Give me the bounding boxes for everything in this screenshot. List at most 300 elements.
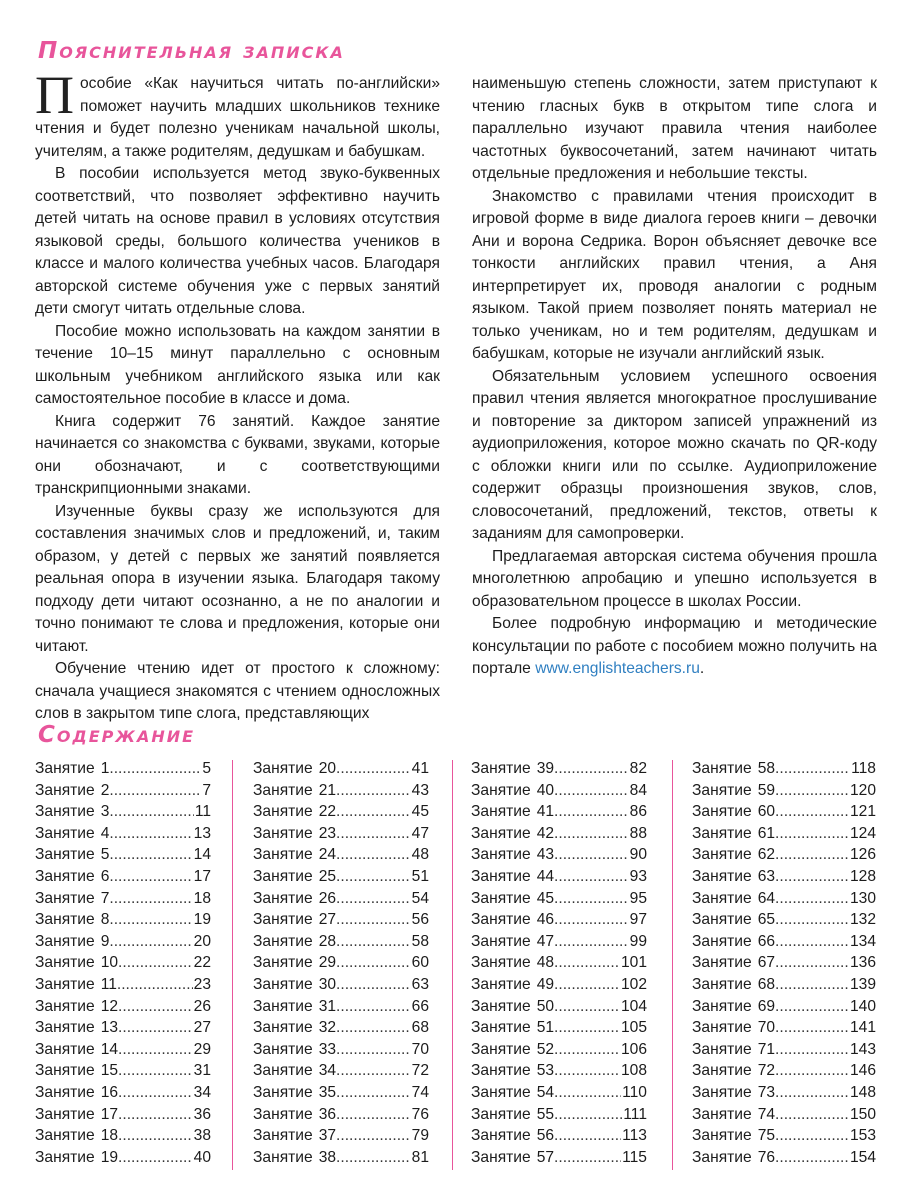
toc-lesson-label: Занятие — [35, 1062, 95, 1080]
toc-lesson-label: Занятие — [35, 867, 95, 885]
toc-lesson-label: Занятие — [471, 1127, 531, 1145]
toc-row — [35, 974, 211, 996]
toc-leader-dots — [554, 931, 629, 953]
toc-row — [692, 758, 876, 780]
toc-lesson-number: 53 — [536, 1062, 555, 1080]
toc-leader-dots — [336, 996, 411, 1018]
toc-page-number: 20 — [193, 932, 211, 950]
toc-lesson-label: Занятие — [692, 997, 752, 1015]
toc-page-number: 118 — [851, 760, 876, 777]
toc-row — [471, 1060, 647, 1082]
toc-page-number: 76 — [411, 1105, 429, 1123]
toc-lesson-number: 48 — [536, 954, 555, 972]
toc-row — [692, 1017, 876, 1039]
toc-row — [35, 1104, 211, 1126]
toc-leader-dots — [775, 1125, 849, 1147]
toc-row — [471, 801, 647, 823]
toc-lesson-label: Занятие — [253, 1062, 313, 1080]
toc-page-number: 136 — [849, 954, 876, 972]
note-paragraph: Предлагаемая авторская система обучения прошла многолетнюю апробацию и упешно используется в образовательном процессе в школах России. — [472, 547, 877, 610]
toc-leader-dots — [336, 866, 411, 888]
toc-lesson-number: 4 — [100, 824, 110, 842]
toc-lesson-label: Занятие — [471, 889, 531, 907]
toc-lesson-label: Занятие — [253, 932, 313, 950]
toc-row — [35, 888, 211, 910]
toc-lesson-number: 65 — [757, 911, 776, 929]
toc-lesson-label: Занятие — [35, 1148, 95, 1166]
toc-page-number: 102 — [620, 975, 647, 993]
toc-row — [692, 996, 876, 1018]
toc-leader-dots — [336, 909, 411, 931]
toc-page-number: 29 — [193, 1040, 211, 1058]
toc-lesson-number: 58 — [757, 760, 776, 777]
toc-lesson-label: Занятие — [692, 1062, 752, 1080]
toc-leader-dots — [775, 758, 850, 780]
toc-lesson-number: 45 — [536, 889, 555, 907]
toc-lesson-number: 2 — [100, 781, 110, 799]
toc-row — [253, 866, 429, 888]
toc-lesson-number: 15 — [100, 1062, 119, 1080]
toc-lesson-label: Занятие — [35, 781, 95, 799]
toc-leader-dots — [336, 1082, 411, 1104]
toc-page-number: 19 — [193, 911, 211, 929]
toc-lesson-number: 7 — [100, 889, 110, 907]
toc-page-number: 56 — [411, 911, 429, 929]
toc-lesson-label: Занятие — [253, 867, 313, 885]
toc-page-number: 14 — [193, 846, 211, 864]
toc-row — [471, 909, 647, 931]
note-title: Пояснительная записка — [38, 38, 345, 64]
toc-page-number: 51 — [411, 867, 429, 885]
toc-row — [35, 1082, 211, 1104]
toc-leader-dots — [554, 1125, 621, 1147]
toc-page-number: 140 — [849, 997, 876, 1015]
toc-page-number: 93 — [629, 867, 647, 885]
toc-lesson-number: 54 — [536, 1083, 555, 1101]
toc-leader-dots — [775, 844, 849, 866]
toc-lesson-label: Занятие — [35, 1127, 95, 1145]
toc-row — [692, 1147, 876, 1169]
toc-lesson-number: 42 — [536, 824, 555, 842]
toc-lesson-label: Занятие — [471, 1040, 531, 1058]
toc-leader-dots — [775, 866, 849, 888]
toc-page-number: 105 — [620, 1019, 647, 1037]
toc-lesson-number: 43 — [536, 846, 555, 864]
toc-page-number: 124 — [849, 824, 876, 842]
toc-lesson-number: 75 — [757, 1127, 776, 1145]
toc-row — [253, 1104, 429, 1126]
toc-row — [35, 1017, 211, 1039]
toc-leader-dots — [554, 801, 629, 823]
toc-lesson-label: Занятие — [253, 846, 313, 864]
toc-page-number: 104 — [620, 997, 647, 1015]
toc-lesson-label: Занятие — [471, 954, 531, 972]
toc-lesson-number: 52 — [536, 1040, 555, 1058]
toc-row — [253, 823, 429, 845]
toc-page-number: 48 — [411, 846, 429, 864]
toc-page-number: 27 — [193, 1019, 211, 1037]
note-paragraph: Изученные буквы сразу же используются для составления значимых слов и предложений, и, таким образом, у детей с первых же занятий появляется реальная опора в изучении языка. Благодаря такому подходу дети читают осознанно, а не по аналогии и точно понимают те слова и предложения, которые они читают. — [35, 502, 440, 655]
toc-leader-dots — [109, 866, 192, 888]
toc-leader-dots — [336, 1017, 411, 1039]
toc-lesson-number: 27 — [318, 911, 337, 929]
toc-row — [35, 909, 211, 931]
toc-lesson-label: Занятие — [471, 846, 531, 864]
toc-lesson-number: 46 — [536, 911, 555, 929]
toc-lesson-number: 30 — [318, 975, 337, 993]
toc-lesson-number: 9 — [100, 932, 110, 950]
toc-row — [692, 888, 876, 910]
toc-lesson-number: 41 — [536, 803, 555, 821]
toc-lesson-label: Занятие — [35, 1019, 95, 1037]
toc-leader-dots — [554, 823, 629, 845]
toc-row — [692, 1125, 876, 1147]
toc-row — [692, 801, 876, 823]
toc-page-number: 58 — [411, 932, 429, 950]
toc-row — [692, 974, 876, 996]
toc-page-number: 86 — [629, 803, 647, 821]
toc-column-2 — [253, 758, 429, 1168]
toc-leader-dots — [336, 823, 411, 845]
toc-lesson-number: 73 — [757, 1083, 776, 1101]
toc-row — [692, 1104, 876, 1126]
toc-lesson-label: Занятие — [253, 889, 313, 907]
toc-lesson-label: Занятие — [471, 1083, 531, 1101]
toc-page-number: 143 — [849, 1040, 876, 1058]
toc-row — [253, 1060, 429, 1082]
toc-leader-dots — [554, 996, 620, 1018]
toc-page-number: 154 — [849, 1148, 876, 1166]
toc-lesson-number: 60 — [757, 803, 776, 821]
toc-leader-dots — [118, 1060, 193, 1082]
toc-leader-dots — [554, 1147, 621, 1169]
toc-column-4 — [692, 758, 876, 1168]
toc-leader-dots — [109, 823, 192, 845]
toc-lesson-number: 16 — [100, 1083, 119, 1101]
toc-divider — [672, 760, 673, 1170]
toc-lesson-number: 33 — [318, 1040, 337, 1058]
toc-lesson-number: 59 — [757, 781, 776, 799]
toc-lesson-number: 69 — [757, 997, 776, 1015]
toc-lesson-number: 22 — [318, 803, 337, 821]
toc-row — [35, 1060, 211, 1082]
toc-lesson-number: 6 — [100, 867, 110, 885]
toc-leader-dots — [554, 1082, 621, 1104]
toc-leader-dots — [775, 1104, 849, 1126]
toc-lesson-label: Занятие — [35, 760, 95, 777]
toc-row — [35, 1147, 211, 1169]
toc-row — [253, 758, 429, 780]
toc-lesson-number: 35 — [318, 1083, 337, 1101]
toc-leader-dots — [554, 1060, 620, 1082]
toc-page-number: 113 — [622, 1127, 647, 1145]
toc-lesson-number: 70 — [757, 1019, 776, 1037]
toc-row — [471, 1039, 647, 1061]
toc-leader-dots — [118, 1082, 193, 1104]
toc-lesson-number: 64 — [757, 889, 776, 907]
toc-divider — [232, 760, 233, 1170]
toc-page-number: 146 — [849, 1062, 876, 1080]
toc-lesson-label: Занятие — [253, 824, 313, 842]
toc-page-number: 82 — [629, 760, 647, 777]
toc-page-number: 68 — [411, 1019, 429, 1037]
toc-page-number: 97 — [629, 911, 647, 929]
toc-row — [692, 931, 876, 953]
toc-page-number: 110 — [622, 1083, 647, 1101]
toc-page-number: 17 — [193, 867, 211, 885]
note-left-column — [35, 65, 440, 726]
toc-lesson-number: 72 — [757, 1062, 776, 1080]
toc-lesson-number: 3 — [100, 803, 110, 821]
toc-leader-dots — [336, 931, 411, 953]
toc-lesson-label: Занятие — [35, 1083, 95, 1101]
toc-row — [692, 844, 876, 866]
toc-page-number: 54 — [411, 889, 429, 907]
toc-lesson-number: 74 — [757, 1105, 776, 1123]
toc-row — [253, 931, 429, 953]
toc-lesson-number: 40 — [536, 781, 555, 799]
toc-lesson-label: Занятие — [35, 911, 95, 929]
toc-leader-dots — [554, 909, 629, 931]
toc-leader-dots — [775, 1060, 849, 1082]
toc-lesson-label: Занятие — [253, 954, 313, 972]
toc-leader-dots — [554, 1039, 620, 1061]
note-paragraph: Обязательным условием успешного освоения правил чтения является многократное прослушивание и повторение за диктором записей упражнений из аудиоприложения, которое можно скачать по QR-коду с обложки книги или по ссылке. Аудиоприложение содержит образцы произношения звуков, слов, словосочетаний, предложений, текстов, ответы к заданиям для самопроверки. — [472, 367, 877, 542]
toc-lesson-number: 37 — [318, 1127, 337, 1145]
toc-lesson-label: Занятие — [35, 975, 95, 993]
toc-lesson-label: Занятие — [253, 1105, 313, 1123]
toc-row — [471, 952, 647, 974]
toc-row — [35, 758, 211, 780]
toc-column-3 — [471, 758, 647, 1168]
toc-row — [471, 780, 647, 802]
toc-lesson-number: 68 — [757, 975, 776, 993]
toc-page-number: 63 — [411, 975, 429, 993]
toc-lesson-label: Занятие — [471, 760, 531, 777]
toc-page-number: 121 — [849, 803, 876, 821]
toc-row — [692, 823, 876, 845]
toc-lesson-label: Занятие — [471, 1062, 531, 1080]
toc-page-number: 43 — [411, 781, 429, 799]
toc-row — [471, 1147, 647, 1169]
toc-lesson-number: 21 — [318, 781, 337, 799]
toc-row — [471, 866, 647, 888]
toc-page-number: 41 — [411, 760, 429, 777]
toc-leader-dots — [775, 1039, 849, 1061]
toc-lesson-number: 14 — [100, 1040, 119, 1058]
toc-column-1 — [35, 758, 211, 1168]
toc-page-number: 45 — [411, 803, 429, 821]
note-paragraph: Более подробную информацию и методические консультации по работе с пособием можно получить на портале www.englishteachers.ru. — [472, 615, 877, 677]
toc-lesson-number: 66 — [757, 932, 776, 950]
toc-lesson-number: 32 — [318, 1019, 337, 1037]
toc-lesson-label: Занятие — [471, 867, 531, 885]
contents-title: Содержание — [38, 722, 196, 748]
note-paragraph-continued: наименьшую степень сложности, затем приступают к чтению гласных букв в открытом типе слога и параллельно изучают правила чтения наиболее частотных буквосочетаний, затем начинают читать отдельные предложения и небольшие тексты. — [472, 75, 877, 182]
toc-lesson-label: Занятие — [471, 781, 531, 799]
toc-lesson-number: 50 — [536, 997, 555, 1015]
toc-leader-dots — [336, 1104, 411, 1126]
toc-lesson-number: 26 — [318, 889, 337, 907]
toc-leader-dots — [775, 1082, 849, 1104]
toc-lesson-number: 23 — [318, 824, 337, 842]
toc-lesson-number: 20 — [318, 760, 337, 777]
toc-lesson-label: Занятие — [471, 824, 531, 842]
toc-lesson-number: 38 — [318, 1148, 337, 1166]
drop-cap: П — [35, 65, 74, 125]
toc-lesson-number: 62 — [757, 846, 776, 864]
toc-row — [253, 801, 429, 823]
toc-leader-dots — [554, 758, 629, 780]
toc-lesson-number: 12 — [100, 997, 119, 1015]
toc-row — [471, 996, 647, 1018]
toc-row — [35, 780, 211, 802]
toc-lesson-label: Занятие — [692, 824, 752, 842]
toc-lesson-number: 10 — [100, 954, 119, 972]
toc-leader-dots — [775, 974, 849, 996]
toc-lesson-number: 25 — [318, 867, 337, 885]
toc-leader-dots — [336, 780, 411, 802]
toc-page-number: 88 — [629, 824, 647, 842]
toc-page-number: 22 — [193, 954, 211, 972]
toc-leader-dots — [118, 952, 193, 974]
toc-lesson-label: Занятие — [35, 997, 95, 1015]
toc-lesson-label: Занятие — [471, 911, 531, 929]
toc-page-number: 130 — [849, 889, 876, 907]
toc-page-number: 99 — [629, 932, 647, 950]
toc-lesson-number: 36 — [318, 1105, 337, 1123]
toc-page-number: 40 — [193, 1148, 211, 1166]
toc-page-number: 126 — [849, 846, 876, 864]
toc-row — [471, 931, 647, 953]
toc-lesson-number: 8 — [100, 911, 110, 929]
toc-row — [253, 1082, 429, 1104]
toc-lesson-number: 55 — [536, 1105, 555, 1123]
toc-row — [471, 758, 647, 780]
toc-lesson-number: 19 — [100, 1148, 119, 1166]
toc-lesson-number: 49 — [536, 975, 555, 993]
toc-leader-dots — [775, 996, 849, 1018]
toc-leader-dots — [554, 1104, 622, 1126]
toc-leader-dots — [109, 758, 201, 780]
toc-leader-dots — [554, 1017, 620, 1039]
toc-leader-dots — [109, 931, 192, 953]
toc-row — [35, 866, 211, 888]
toc-leader-dots — [336, 974, 411, 996]
toc-leader-dots — [775, 823, 849, 845]
note-paragraph: Обучение чтению идет от простого к сложному: сначала учащиеся знакомятся с чтением односложных слов в закрытом типе слога, представляющих — [35, 660, 440, 722]
toc-leader-dots — [775, 780, 849, 802]
toc-row — [35, 844, 211, 866]
toc-lesson-label: Занятие — [471, 1019, 531, 1037]
toc-lesson-label: Занятие — [253, 997, 313, 1015]
toc-lesson-number: 13 — [100, 1019, 119, 1037]
toc-lesson-label: Занятие — [692, 867, 752, 885]
toc-row — [692, 780, 876, 802]
toc-lesson-label: Занятие — [471, 1148, 531, 1166]
toc-row — [253, 974, 429, 996]
toc-leader-dots — [775, 931, 849, 953]
toc-lesson-label: Занятие — [35, 889, 95, 907]
portal-link[interactable]: www.englishteachers.ru — [535, 660, 700, 677]
toc-row — [253, 888, 429, 910]
toc-leader-dots — [554, 888, 629, 910]
toc-lesson-label: Занятие — [471, 803, 531, 821]
toc-page-number: 47 — [411, 824, 429, 842]
toc-lesson-number: 44 — [536, 867, 555, 885]
toc-page-number: 150 — [849, 1105, 876, 1123]
toc-page-number: 36 — [193, 1105, 211, 1123]
toc-lesson-label: Занятие — [253, 975, 313, 993]
toc-row — [253, 909, 429, 931]
toc-lesson-label: Занятие — [692, 1083, 752, 1101]
toc-lesson-number: 57 — [536, 1148, 555, 1166]
toc-row — [35, 823, 211, 845]
toc-page-number: 90 — [629, 846, 647, 864]
toc-lesson-label: Занятие — [692, 954, 752, 972]
toc-lesson-number: 71 — [757, 1040, 776, 1058]
toc-row — [253, 1017, 429, 1039]
toc-row — [253, 996, 429, 1018]
toc-page-number: 141 — [849, 1019, 876, 1037]
toc-row — [253, 1125, 429, 1147]
toc-lesson-label: Занятие — [471, 1105, 531, 1123]
toc-lesson-number: 28 — [318, 932, 337, 950]
toc-page-number: 81 — [411, 1148, 429, 1166]
toc-leader-dots — [117, 974, 193, 996]
toc-lesson-label: Занятие — [692, 911, 752, 929]
note-paragraph: Пособие «Как научиться читать по-английски» поможет научить младших школьников технике чтения и будет полезно ученикам начальной школы, учителям, а также родителям, дедушкам и бабушкам. — [35, 65, 440, 160]
toc-lesson-label: Занятие — [253, 1148, 313, 1166]
toc-lesson-label: Занятие — [253, 1019, 313, 1037]
toc-page-number: 74 — [411, 1083, 429, 1101]
toc-lesson-label: Занятие — [692, 803, 752, 821]
toc-lesson-label: Занятие — [692, 1127, 752, 1145]
toc-page-number: 34 — [193, 1083, 211, 1101]
toc-page-number: 108 — [620, 1062, 647, 1080]
toc-page-number: 134 — [849, 932, 876, 950]
toc-page-number: 60 — [411, 954, 429, 972]
toc-page-number: 128 — [849, 867, 876, 885]
toc-leader-dots — [775, 909, 849, 931]
toc-lesson-number: 39 — [536, 760, 555, 777]
toc-row — [35, 1125, 211, 1147]
toc-lesson-number: 63 — [757, 867, 776, 885]
toc-leader-dots — [118, 1104, 193, 1126]
toc-leader-dots — [554, 952, 620, 974]
toc-page-number: 5 — [202, 760, 211, 777]
toc-row — [471, 1017, 647, 1039]
toc-leader-dots — [336, 844, 411, 866]
toc-row — [471, 844, 647, 866]
toc-page-number: 120 — [849, 781, 876, 799]
toc-lesson-number: 67 — [757, 954, 776, 972]
note-paragraph: В пособии используется метод звуко-буквенных соответствий, что позволяет эффективно научить детей читать на основе правил в условиях отсутствия языковой среды, большого количества учеников в классе и малого количества учебных часов. Благодаря авторской системе обучения уже с первых занятий дети смогут читать отдельные слова. — [35, 165, 440, 317]
toc-page-number: 111 — [623, 1105, 647, 1123]
toc-row — [35, 931, 211, 953]
toc-lesson-label: Занятие — [253, 1040, 313, 1058]
toc-lesson-label: Занятие — [692, 1040, 752, 1058]
toc-row — [253, 952, 429, 974]
toc-lesson-label: Занятие — [253, 1083, 313, 1101]
toc-row — [35, 801, 211, 823]
toc-row — [692, 909, 876, 931]
toc-page-number: 106 — [620, 1040, 647, 1058]
toc-row — [471, 823, 647, 845]
toc-lesson-label: Занятие — [471, 932, 531, 950]
toc-leader-dots — [775, 1017, 849, 1039]
toc-leader-dots — [118, 1017, 193, 1039]
